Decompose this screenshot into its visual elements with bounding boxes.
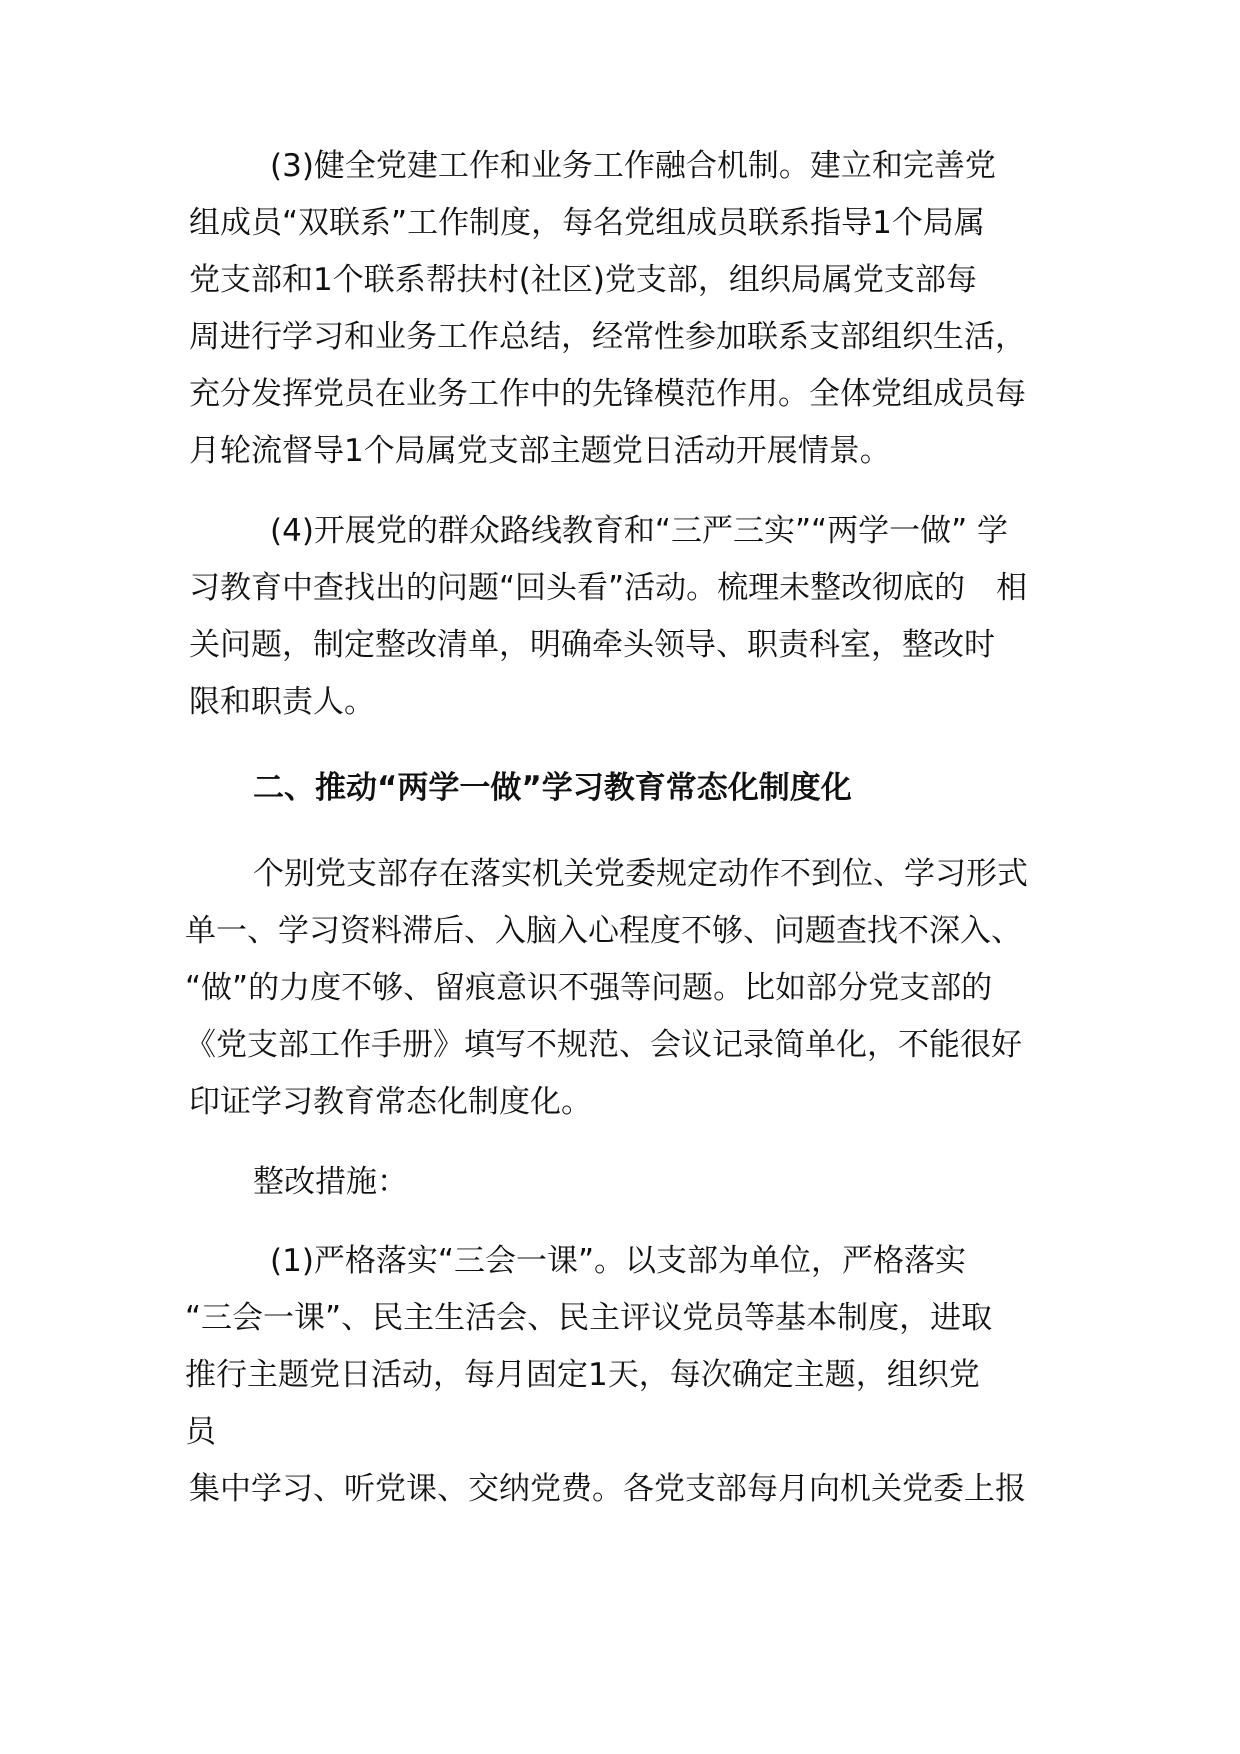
paragraph-1-line-1: (1)严格落实“三会一课”。以支部为单位，严格落实 [270, 1243, 967, 1279]
paragraph-3-line-2: 组成员“双联系”工作制度，每名党组成员联系指导1个局属 [189, 205, 985, 241]
paragraph-3-line-5: 充分发挥党员在业务工作中的先锋模范作用。全体党组成员每 [189, 376, 1026, 412]
problem-line-4: 《党支部工作手册》填写不规范、会议记录简单化，不能很好 [185, 1027, 1022, 1063]
section-heading: 二、推动“两学一做”学习教育常态化制度化 [253, 770, 852, 806]
measures-label: 整改措施： [253, 1164, 408, 1200]
problem-line-2: 单一、学习资料滞后、入脑入心程度不够、问题查找不深入、 [185, 913, 1022, 949]
paragraph-1-line-2: “三会一课”、民主生活会、民主评议党员等基本制度，进取 [185, 1300, 993, 1336]
paragraph-4-line-1: (4)开展党的群众路线教育和“三严三实”“两学一做” 学 [270, 513, 1009, 549]
paragraph-1-line-3: 推行主题党日活动，每月固定1天，每次确定主题，组织党 [185, 1357, 980, 1393]
paragraph-3-line-1: (3)健全党建工作和业务工作融合机制。建立和完善党 [270, 148, 996, 184]
problem-line-5: 印证学习教育常态化制度化。 [189, 1084, 592, 1120]
paragraph-4-line-4: 限和职责人。 [189, 684, 375, 720]
problem-line-3: “做”的力度不够、留痕意识不强等问题。比如部分党支部的 [185, 970, 993, 1006]
paragraph-3-line-3: 党支部和1个联系帮扶村(社区)党支部，组织局属党支部每 [189, 262, 977, 298]
paragraph-1-line-5: 集中学习、听党课、交纳党费。各党支部每月向机关党委上报 [189, 1471, 1026, 1507]
paragraph-1-line-4: 员 [185, 1414, 216, 1450]
paragraph-4-line-3: 关问题，制定整改清单，明确牵头领导、职责科室，整改时 [189, 627, 995, 663]
problem-line-1: 个别党支部存在落实机关党委规定动作不到位、学习形式 [253, 856, 1028, 892]
paragraph-3-line-4: 周进行学习和业务工作总结，经常性参加联系支部组织生活， [189, 319, 1026, 355]
paragraph-4-line-2: 习教育中查找出的问题“回头看”活动。梳理未整改彻底的 相 [189, 570, 1028, 606]
paragraph-3-line-6: 月轮流督导1个局属党支部主题党日活动开展情景。 [189, 433, 891, 469]
